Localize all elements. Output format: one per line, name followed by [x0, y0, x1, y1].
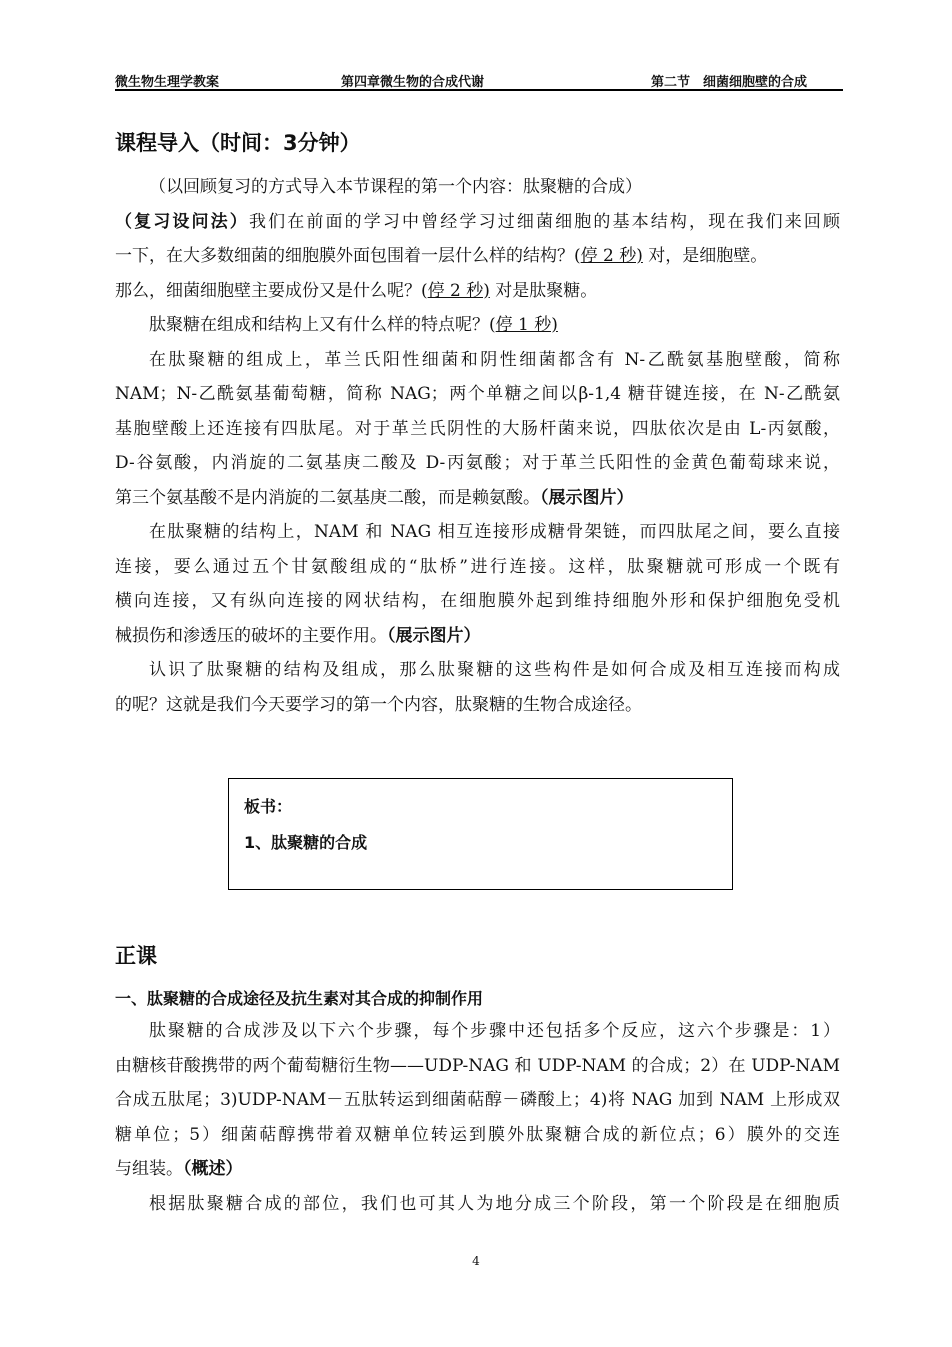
main-paragraph-1-line-1: 肽聚糖的合成涉及以下六个步骤，每个步骤中还包括多个反应，这六个步骤是：1）	[149, 1021, 840, 1041]
intro-p2-text: 肽聚糖在组成和结构上又有什么样的特点呢？(	[149, 315, 496, 335]
intro-paragraph-1-line-3	[115, 274, 840, 309]
header-chapter: 第四章微生物的合成代谢	[341, 75, 485, 90]
intro-paragraph-2	[115, 308, 840, 343]
intro-p1-text-c: 对，是细胞壁。	[642, 246, 768, 266]
intro-paragraph-4-line-2: 连接，要么通过五个甘氨酸组成的“肽桥”进行连接。这样，肽聚糖就可形成一个既有	[115, 556, 840, 577]
overview-note: （概述）	[183, 1159, 243, 1179]
main-paragraph-1-line-2: 由糖核苷酸携带的两个葡萄糖衍生物——UDP-NAG 和 UDP-NAM 的合成；2）在 UDP-NAM	[115, 1055, 840, 1076]
intro-p4-text-end: 械损伤和渗透压的破坏的主要作用。	[115, 625, 387, 646]
intro-p1-text-e: 对是肽聚糖。	[489, 280, 598, 301]
intro-paragraph-0: （以回顾复习的方式导入本节课程的第一个内容：肽聚糖的合成）	[149, 177, 642, 197]
intro-paragraph-3-line-1: 在肽聚糖的组成上，革兰氏阳性细菌和阴性细菌都含有 N-乙酰氨基胞壁酸，简称	[149, 349, 840, 370]
blackboard-box	[228, 778, 733, 890]
main-body	[115, 1014, 840, 1221]
intro-p1-text-d: 那么，细菌细胞壁主要成份又是什么呢？(	[115, 280, 428, 301]
intro-paragraph-4-line-1: 在肽聚糖的结构上，NAM 和 NAG 相互连接形成糖骨架链，而四肽尾之间，要么直接	[149, 522, 840, 542]
intro-paragraph-5-line-1: 认识了肽聚糖的结构及组成，那么肽聚糖的这些构件是如何合成及相互连接而构成	[149, 660, 840, 680]
main-paragraph-1-line-3: 合成五肽尾；3)UDP-NAM－五肽转运到细菌萜醇－磷酸上；4)将 NAG 加到 NAM 上形成双	[115, 1090, 840, 1110]
show-picture-note: （展示图片）	[387, 625, 481, 646]
main-paragraph-1-line-4: 糖单位；5）细菌萜醇携带着双糖单位转运到膜外肽聚糖合成的新位点；6）膜外的交连	[115, 1124, 840, 1145]
intro-paragraph-3-line-2: NAM；N-乙酰氨基葡萄糖，简称 NAG；两个单糖之间以β-1,4 糖苷键连接，在 N-乙酰氨	[115, 384, 840, 404]
intro-paragraph-4-line-3: 横向连接，又有纵向连接的网状结构，在细胞膜外起到维持细胞外形和保护细胞免受机	[115, 591, 840, 611]
intro-body	[115, 170, 840, 722]
main-lesson-heading: 正课	[115, 944, 157, 968]
intro-paragraph-3-line-3: 基胞壁酸上还连接有四肽尾。对于革兰氏阴性的大肠杆菌来说，四肽依次是由 L-丙氨酸，	[115, 418, 840, 439]
intro-paragraph-1-line-2	[115, 239, 840, 274]
running-header	[115, 71, 843, 91]
pause-note: 停 2 秒)	[580, 246, 643, 266]
main-paragraph-2-line-1: 根据肽聚糖合成的部位，我们也可其人为地分成三个阶段，第一个阶段是在细胞质	[149, 1193, 840, 1214]
method-label: （复习设问法）	[115, 211, 249, 232]
section-heading: 一、肽聚糖的合成途径及抗生素对其合成的抑制作用	[115, 989, 484, 1008]
intro-paragraph-3-line-4: D-谷氨酸，内消旋的二氨基庚二酸及 D-丙氨酸；对于革兰氏阳性的金黄色葡萄球来说，	[115, 453, 840, 473]
intro-paragraph-3-line-5	[115, 481, 840, 516]
header-course: 微生物生理学教案	[115, 75, 220, 90]
pause-note: 停 2 秒)	[427, 280, 490, 301]
intro-paragraph-1-line-1	[115, 205, 840, 240]
board-label: 板书：	[244, 797, 293, 816]
intro-heading: 课程导入（时间：3分钟）	[115, 131, 361, 155]
intro-p1-text-a: 我们在前面的学习中曾经学习过细菌细胞的基本结构，现在我们来回顾	[248, 211, 841, 232]
intro-p1-text-b: 一下，在大多数细菌的细胞膜外面包围着一层什么样的结构？(	[115, 246, 581, 266]
page-number: 4	[472, 1254, 480, 1268]
main-paragraph-1-line-5	[115, 1152, 840, 1187]
intro-p3-text-end: 第三个氨基酸不是内消旋的二氨基庚二酸，而是赖氨酸。	[115, 487, 540, 508]
main-p1-text-end: 与组装。	[115, 1159, 183, 1179]
pause-note: 停 1 秒)	[495, 315, 558, 335]
header-section: 第二节 细菌细胞壁的合成	[650, 75, 807, 90]
board-item: 1、肽聚糖的合成	[244, 833, 368, 852]
show-picture-note: （展示图片）	[540, 487, 634, 508]
intro-paragraph-5-line-2: 的呢？这就是我们今天要学习的第一个内容，肽聚糖的生物合成途径。	[115, 694, 642, 715]
intro-paragraph-4-line-4	[115, 619, 840, 654]
